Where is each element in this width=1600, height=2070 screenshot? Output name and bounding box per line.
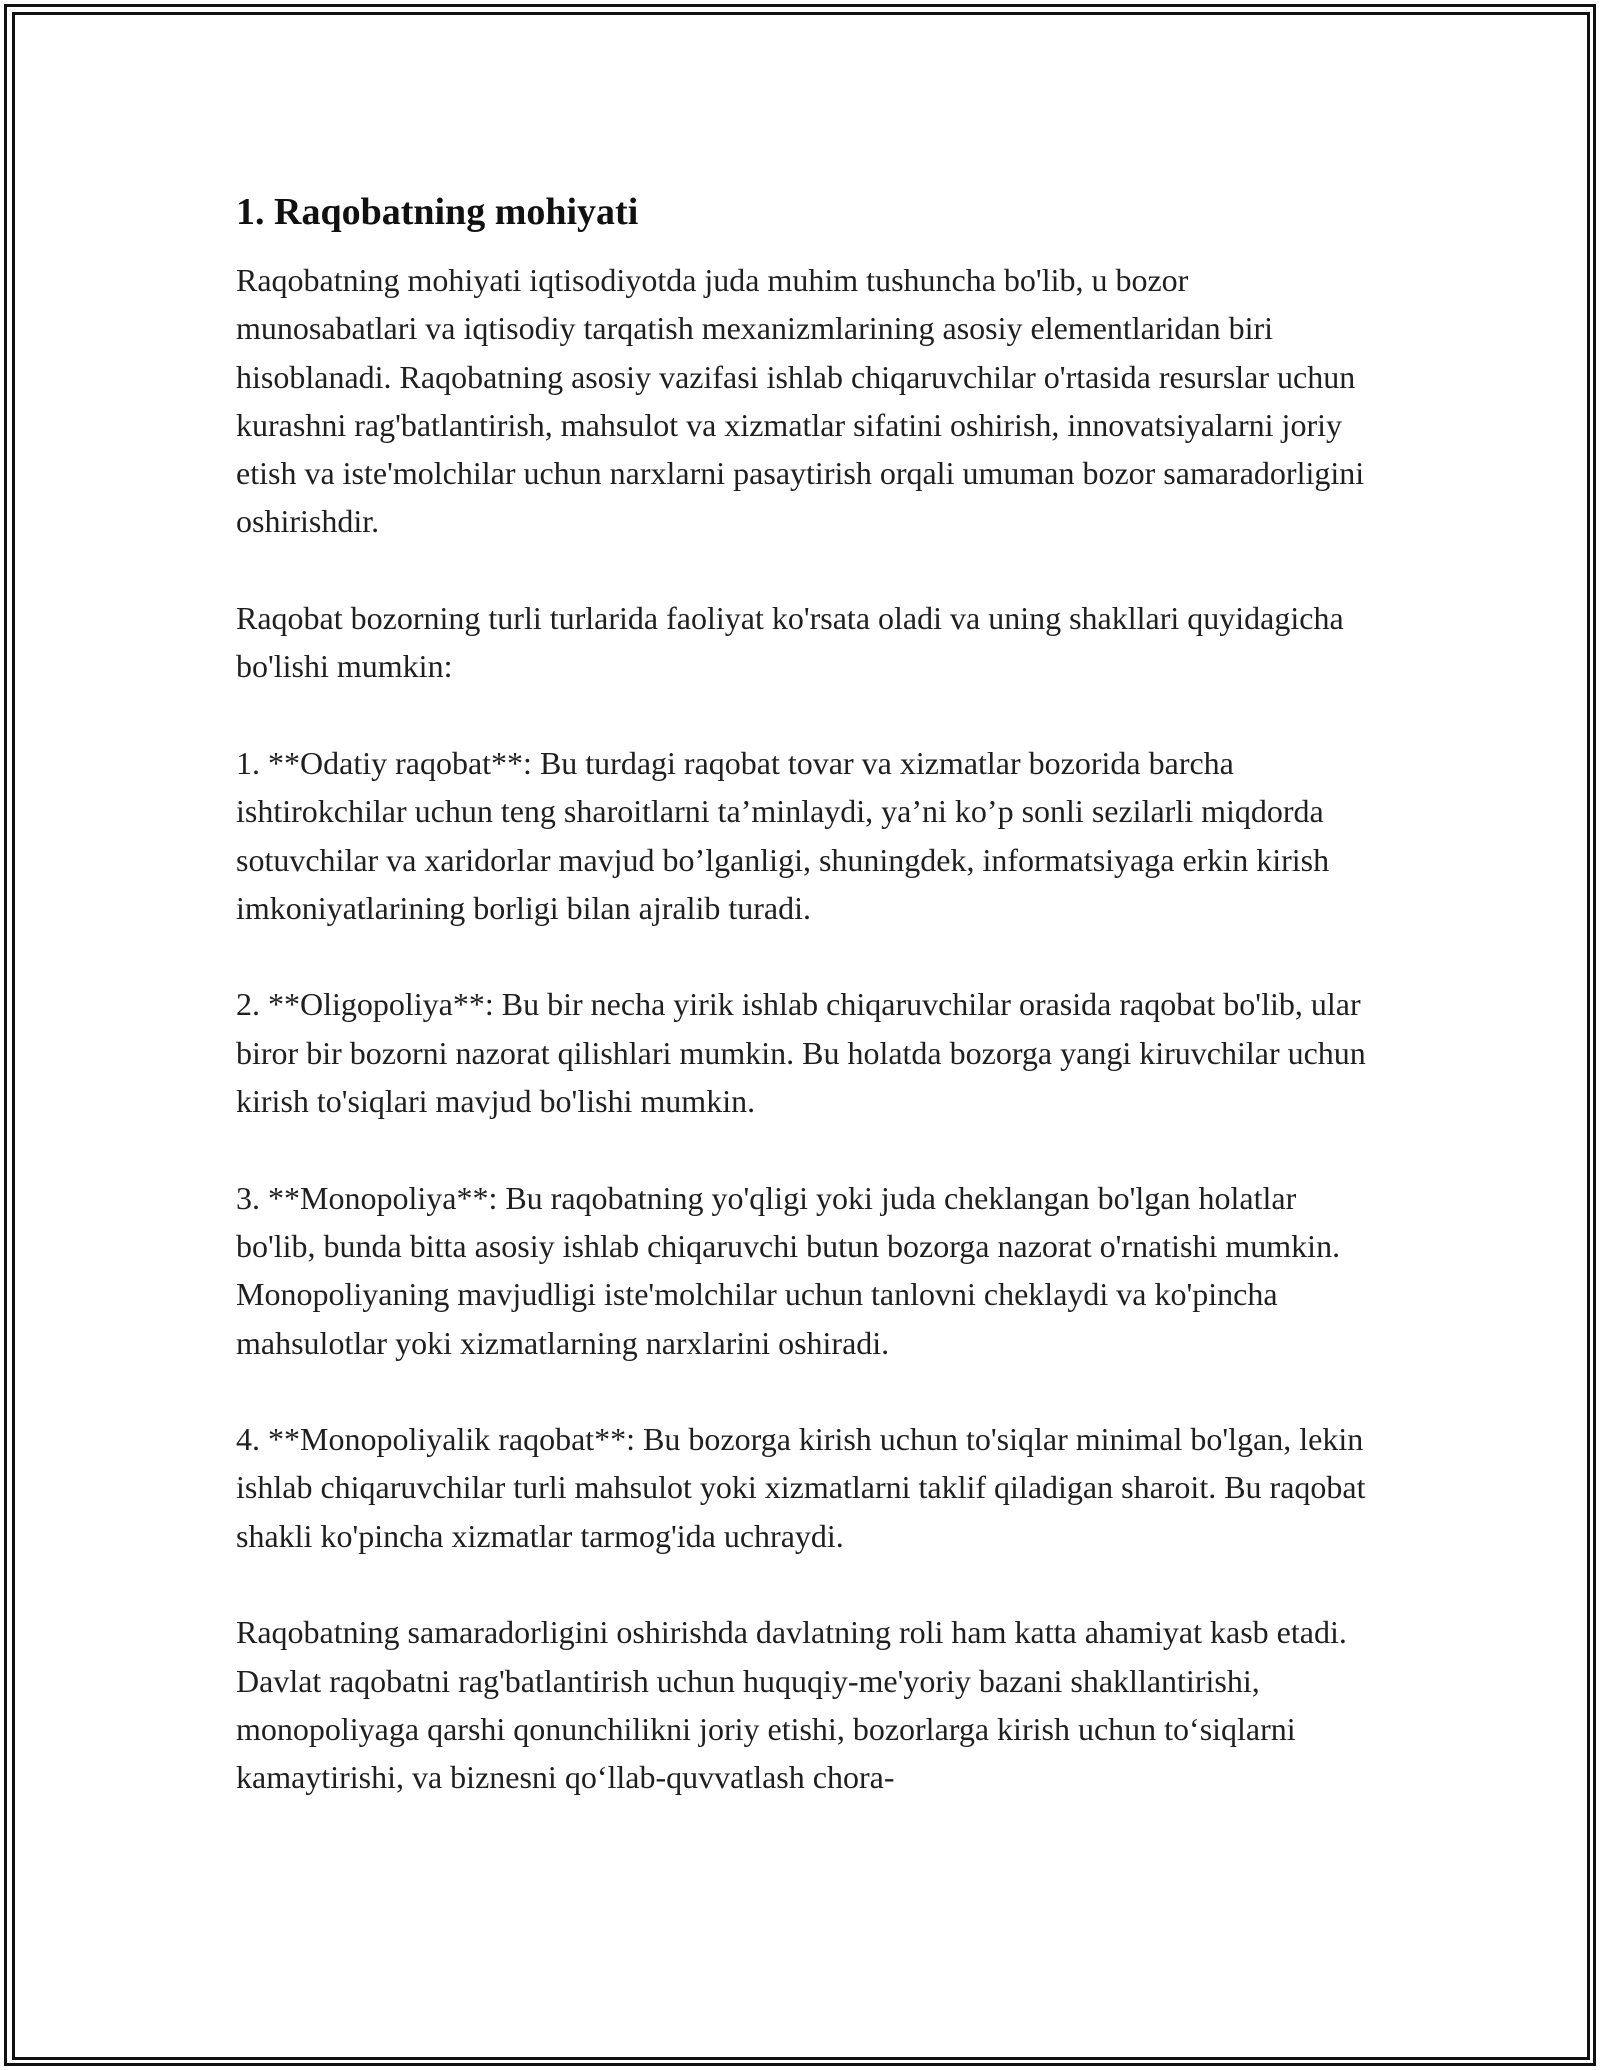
paragraph-intro: Raqobatning mohiyati iqtisodiyotda juda muhim tushuncha bo'lib, u bozor munosabatlari va iqtisodiy tarqatish mexanizmlarining asosiy elementlaridan biri hisoblanadi. Raqobatning asosiy vazifasi ishlab chiqaruvchilar o'rtasida resurslar uchun kurashni rag'batlantirish, mahsulot va xizmatlar sifatini oshirish, innovatsiyalarni joriy etish va iste'molchilar uchun narxlarni pasaytirish orqali umuman bozor samaradorligini oshirishdir.	[236, 262, 1365, 540]
paragraph-item-4: 4. **Monopoliyalik raqobat**: Bu bozorga kirish uchun to'siqlar minimal bo'lgan, lekin ishlab chiqaruvchilar turli mahsulot yoki xizmatlarni taklif qiladigan sharoit. Bu raqobat shakli ko'pincha xizmatlar tarmog'ida uchraydi.	[236, 1421, 1366, 1554]
paragraph-state-role: Raqobatning samaradorligini oshirishda davlatning roli ham katta ahamiyat kasb etadi. Davlat raqobatni rag'batlantirish uchun huquqiy-me'yoriy bazani shakllantirishi, monopoliyaga qarshi qonunchilikni joriy etishi, bozorlarga kirish uchun to‘siqlarni kamaytirishi, va biznesni qo‘llab-quvvatlash chora-	[236, 1614, 1347, 1796]
paragraph-forms-intro: Raqobat bozorning turli turlarida faoliyat ko'rsata oladi va uning shakllari quyidagicha bo'lishi mumkin:	[236, 600, 1344, 685]
document-body	[236, 186, 1376, 1850]
paragraph-item-2: 2. **Oligopoliya**: Bu bir necha yirik ishlab chiqaruvchilar orasida raqobat bo'lib, ular biror bir bozorni nazorat qilishlari mumkin. Bu holatda bozorga yangi kiruvchilar uchun kirish to'siqlari mavjud bo'lishi mumkin.	[236, 986, 1366, 1120]
paragraph-item-3: 3. **Monopoliya**: Bu raqobatning yo'qligi yoki juda cheklangan bo'lgan holatlar bo'lib, bunda bitta asosiy ishlab chiqaruvchi butun bozorga nazorat o'rnatishi mumkin. Monopoliyaning mavjudligi iste'molchilar uchun tanlovni cheklaydi va ko'pincha mahsulotlar yoki xizmatlarning narxlarini oshiradi.	[236, 1179, 1341, 1361]
section-heading: 1. Raqobatning mohiyati	[236, 191, 639, 233]
paragraph-item-1: 1. **Odatiy raqobat**: Bu turdagi raqobat tovar va xizmatlar bozorida barcha ishtirokchilar uchun teng sharoitlarni ta’minlaydi, ya’ni ko’p sonli sezilarli miqdorda sotuvchilar va xaridorlar mavjud bo’lganligi, shuningdek, informatsiyaga erkin kirish imkoniyatlarining borligi bilan ajralib turadi.	[236, 744, 1330, 926]
